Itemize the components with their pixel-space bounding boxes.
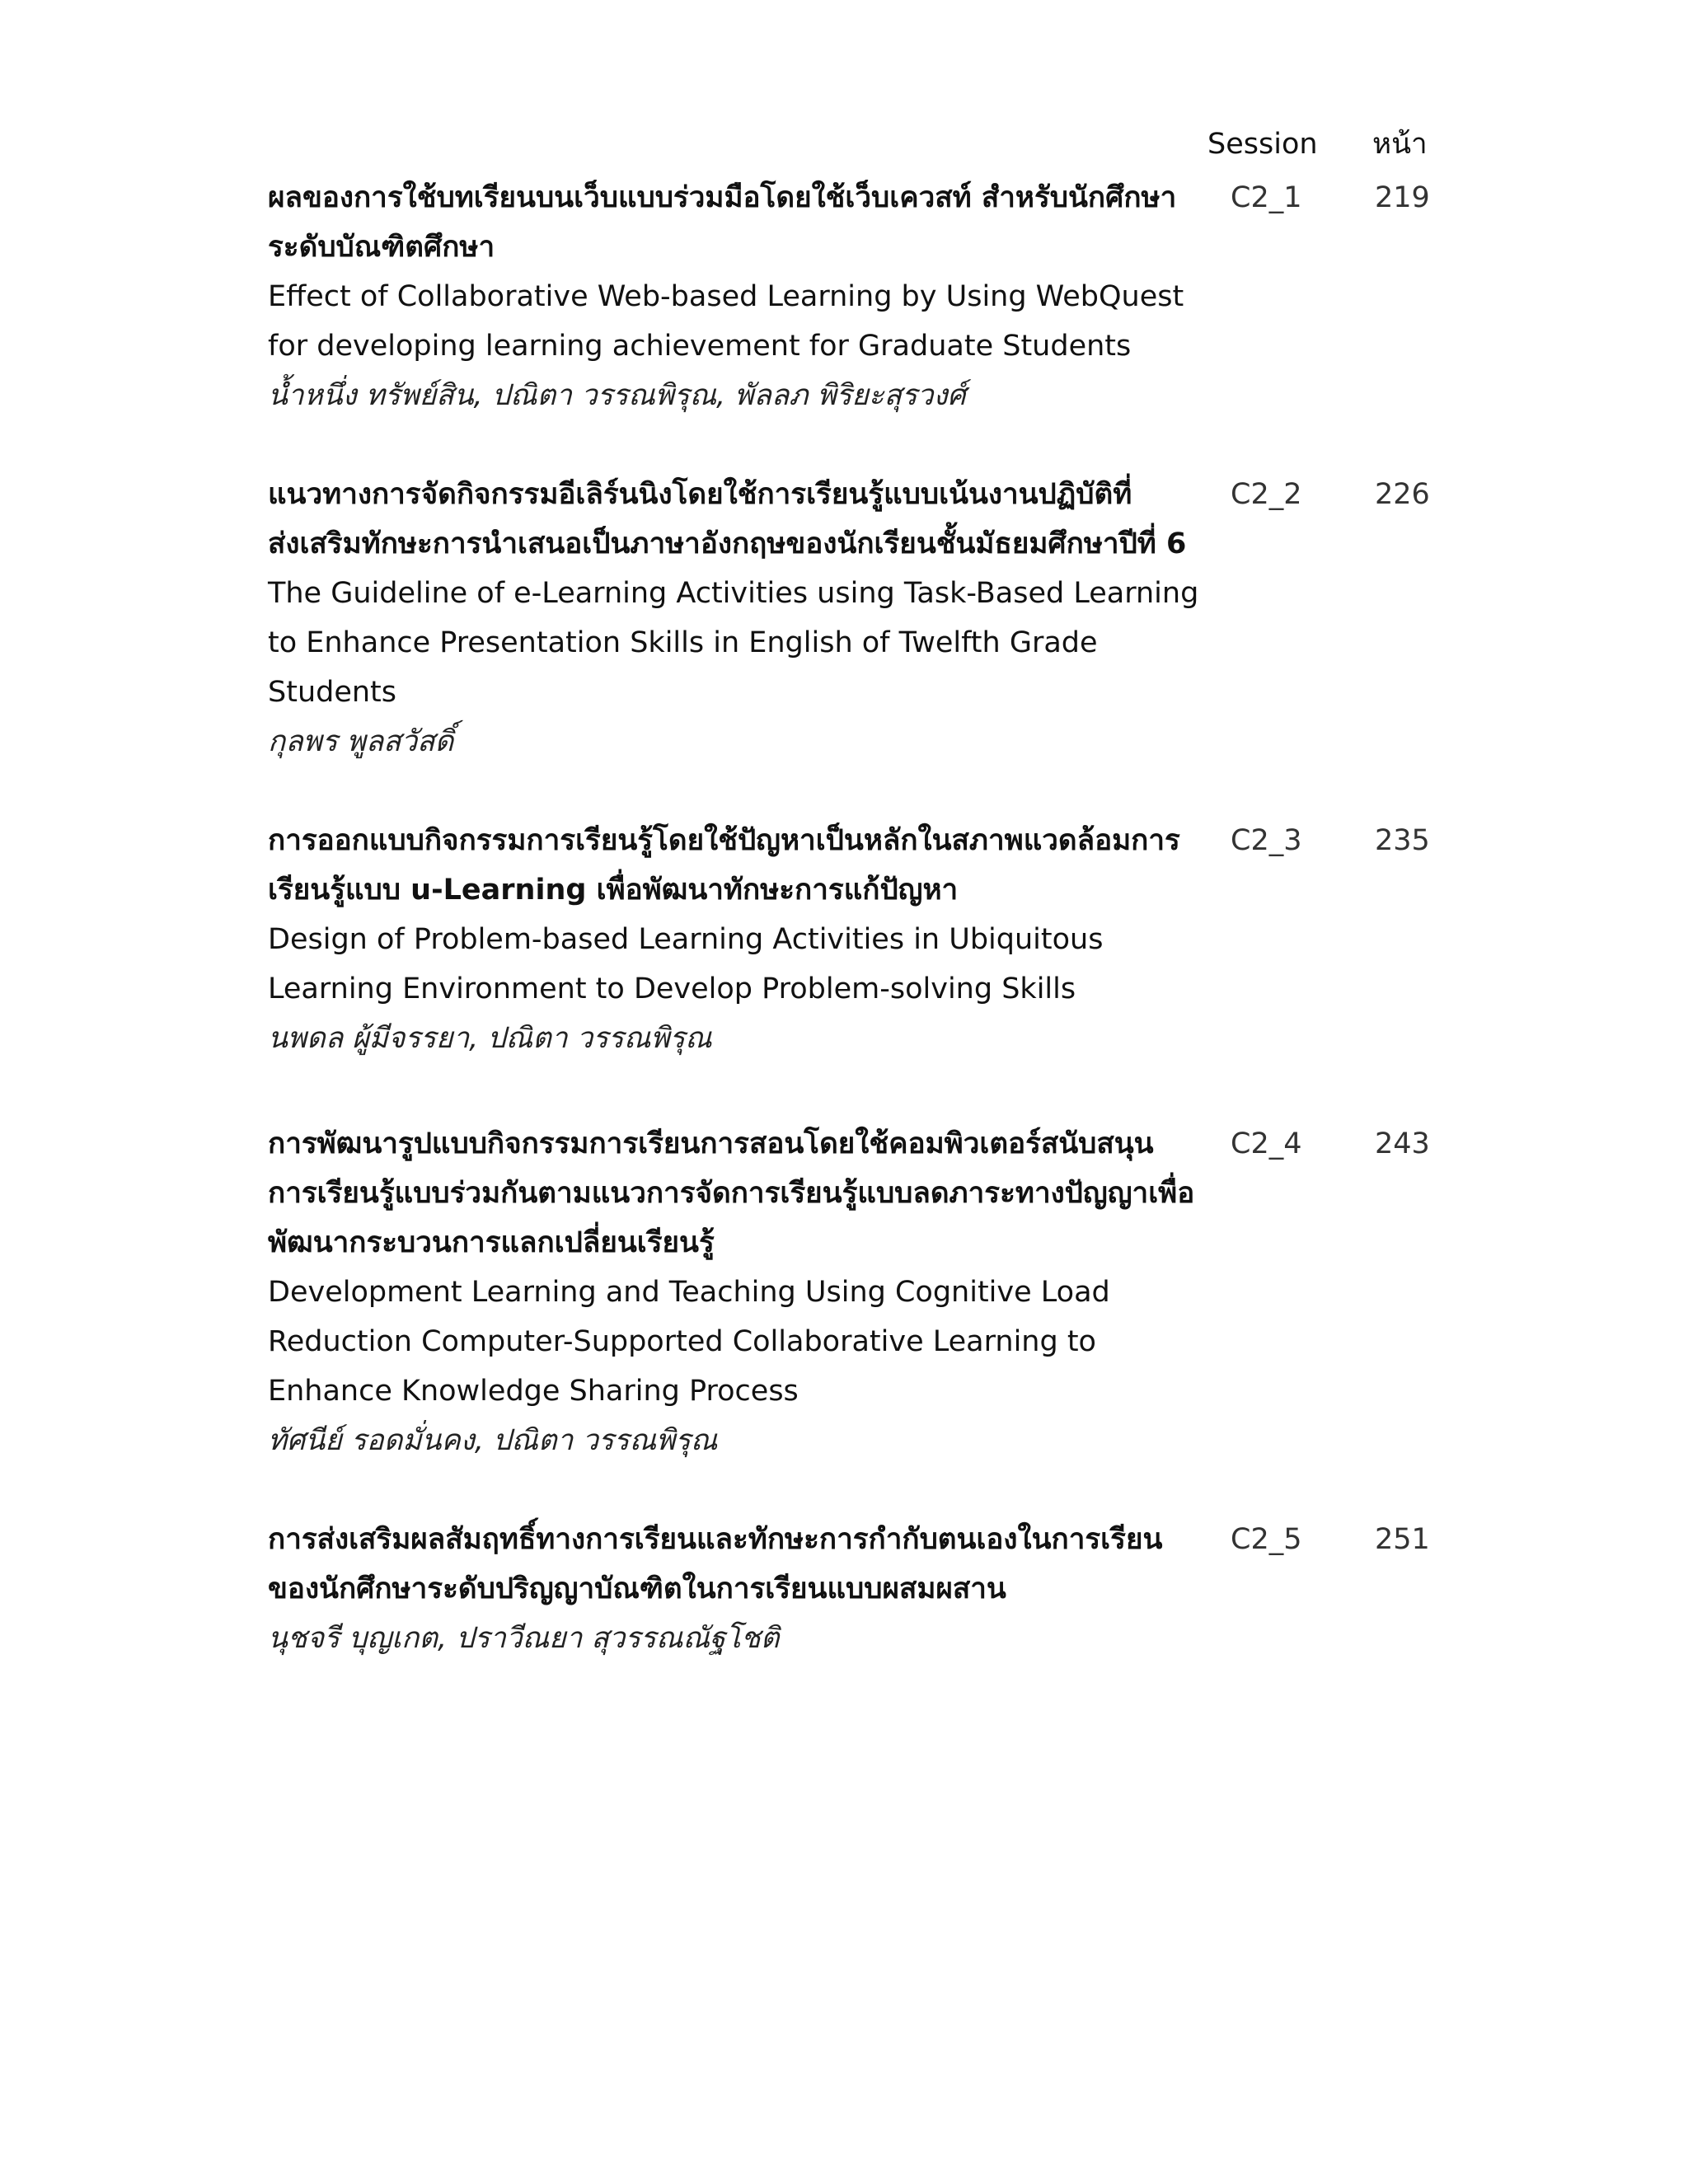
toc-entry xyxy=(268,173,1504,420)
entry-title-thai: การพัฒนารูปแบบกิจกรรมการเรียนการสอนโดยใช้คอมพิวเตอร์สนับสนุน การเรียนรู้แบบร่วมกันตามแนวการจัดการเรียนรู้แบบลดภาระทางปัญญาเพื่อ พัฒนากระบวนการแลกเปลี่ยนเรียนรู้ xyxy=(268,1127,1195,1259)
entry-page-number: 243 xyxy=(1375,1127,1430,1160)
entry-authors: น้ำหนึ่ง ทรัพย์สิน, ปณิตา วรรณพิรุณ, พัลลภ พิริยะสุรวงศ์ xyxy=(268,379,966,412)
entry-session: C2_4 xyxy=(1231,1127,1302,1160)
entry-text xyxy=(268,1119,1212,1465)
entry-page-number: 226 xyxy=(1375,478,1430,511)
toc-entry xyxy=(268,1515,1504,1663)
entry-title-thai: การออกแบบกิจกรรมการเรียนรู้โดยใช้ปัญหาเป็นหลักในสภาพแวดล้อมการ เรียนรู้แบบ u-Learning เพื่อพัฒนาทักษะการแก้ปัญหา xyxy=(268,824,1180,907)
entry-text xyxy=(268,470,1212,766)
entry-title-english: Design of Problem-based Learning Activities in Ubiquitous Learning Environment to Develop Problem-solving Skills xyxy=(268,923,1104,1005)
entry-title-english: Effect of Collaborative Web-based Learning by Using WebQuest for developing learning achievement for Graduate Students xyxy=(268,280,1184,363)
toc-entry xyxy=(268,816,1504,1063)
entry-text xyxy=(268,816,1212,1063)
toc-entry xyxy=(268,470,1504,766)
toc-entry xyxy=(268,1119,1504,1465)
entry-page-number: 219 xyxy=(1375,181,1430,214)
entry-authors: นพดล ผู้มีจรรยา, ปณิตา วรรณพิรุณ xyxy=(268,1022,712,1055)
entry-title-thai: การส่งเสริมผลสัมฤทธิ์ทางการเรียนและทักษะการกำกับตนเองในการเรียน ของนักศึกษาระดับปริญญาบัณฑิตในการเรียนแบบผสมผสาน xyxy=(268,1523,1163,1605)
entry-session: C2_5 xyxy=(1231,1523,1302,1556)
entry-authors: นุชจรี บุญเกต, ปราวีณยา สุวรรณณัฐโชติ xyxy=(268,1622,780,1655)
entry-session: C2_2 xyxy=(1231,478,1302,511)
entry-title-english: The Guideline of e-Learning Activities using Task-Based Learning to Enhance Presentation Skills in English of Twelfth Grade Students xyxy=(268,577,1199,709)
entry-title-thai: ผลของการใช้บทเรียนบนเว็บแบบร่วมมือโดยใช้เว็บเควสท์ สำหรับนักศึกษา ระดับบัณฑิตศึกษา xyxy=(268,181,1177,264)
entry-text xyxy=(268,1515,1212,1663)
session-column-header: Session xyxy=(1207,128,1318,161)
entry-authors: กุลพร พูลสวัสดิ์ xyxy=(268,725,454,758)
entry-text xyxy=(268,173,1212,420)
entry-title-thai: แนวทางการจัดกิจกรรมอีเลิร์นนิงโดยใช้การเรียนรู้แบบเน้นงานปฏิบัติที่ ส่งเสริมทักษะการนำเสนอเป็นภาษาอังกฤษของนักเรียนชั้นมัธยมศึกษาปีที่ 6 xyxy=(268,478,1187,560)
entry-authors: ทัศนีย์ รอดมั่นคง, ปณิตา วรรณพิรุณ xyxy=(268,1424,718,1457)
entry-page-number: 251 xyxy=(1375,1523,1430,1556)
page-column-header: หน้า xyxy=(1372,128,1428,161)
entry-page-number: 235 xyxy=(1375,824,1430,857)
entry-title-english: Development Learning and Teaching Using Cognitive Load Reduction Computer-Supported Collaborative Learning to Enhance Knowledge Sharing Process xyxy=(268,1276,1110,1408)
entry-session: C2_3 xyxy=(1231,824,1302,857)
entry-session: C2_1 xyxy=(1231,181,1302,214)
